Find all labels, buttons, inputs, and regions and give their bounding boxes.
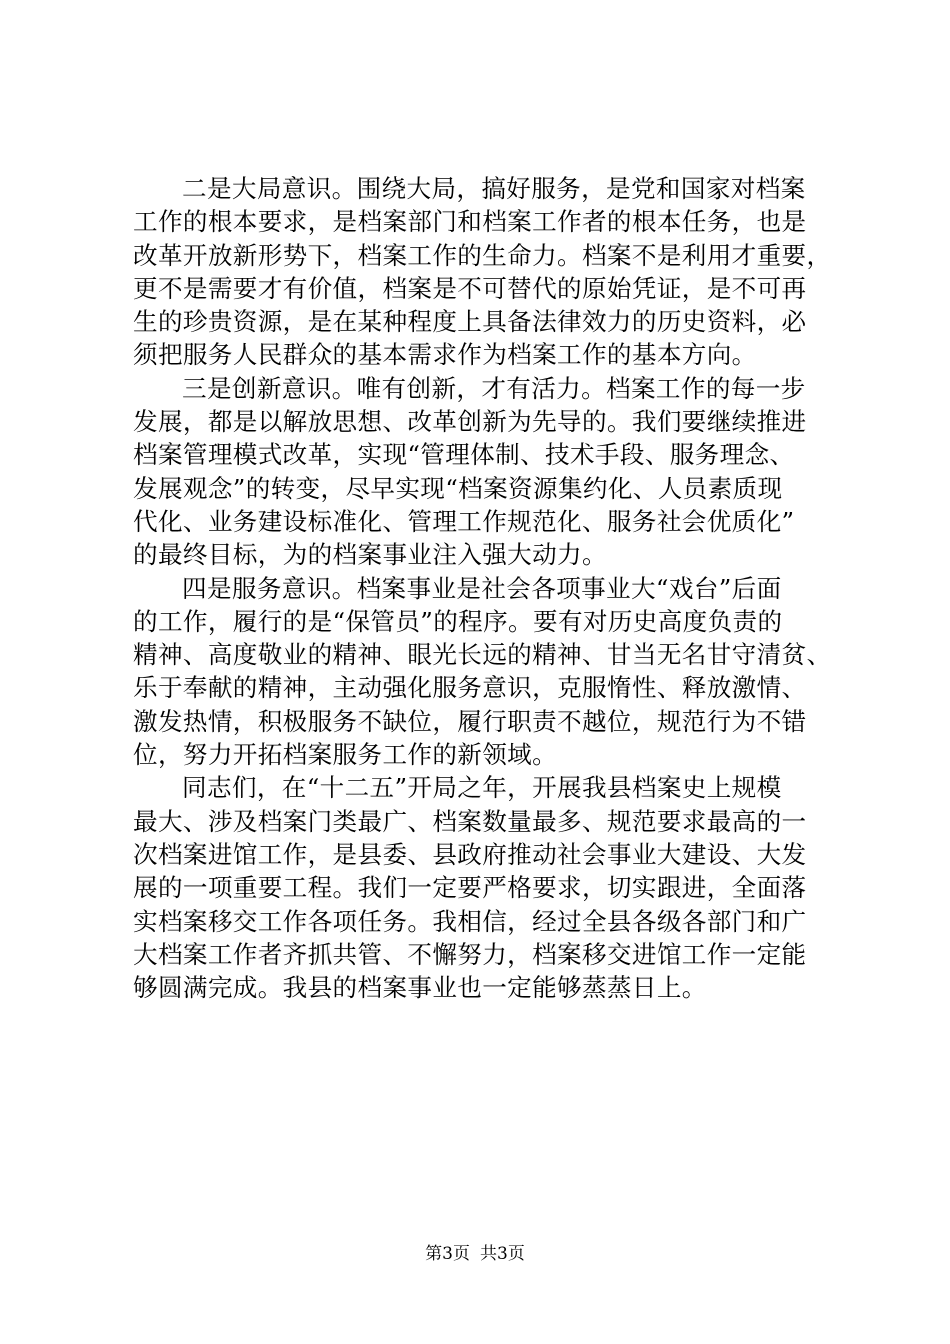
text-line: 更不是需要才有价值，档案是不可替代的原始凭证，是不可再: [133, 273, 807, 303]
text-line: 乐于奉献的精神，主动强化服务意识，克服惰性、释放激情、: [133, 673, 807, 703]
paragraph-first-line: 四是服务意识。档案事业是社会各项事业大“戏台”后面: [182, 573, 782, 603]
page-total: 共3页: [480, 1244, 525, 1264]
text-line: 激发热情，积极服务不缺位，履行职责不越位，规范行为不错: [133, 706, 807, 736]
text-line: 代化、业务建设标准化、管理工作规范化、服务社会优质化”: [133, 506, 795, 536]
text-line: 大档案工作者齐抓共管、不懈努力，档案移交进馆工作一定能: [133, 939, 807, 969]
text-line: 档案管理模式改革，实现“管理体制、技术手段、服务理念、: [133, 440, 795, 470]
text-line: 发展，都是以解放思想、改革创新为先导的。我们要继续推进: [133, 407, 807, 437]
text-line: 工作的根本要求，是档案部门和档案工作者的根本任务，也是: [133, 207, 807, 237]
text-line: 生的珍贵资源，是在某种程度上具备法律效力的历史资料，必: [133, 307, 807, 337]
text-line: 位，努力开拓档案服务工作的新领域。: [133, 740, 558, 770]
text-line: 精神、高度敬业的精神、眼光长远的精神、甘当无名甘守清贫、: [133, 640, 832, 670]
text-line: 的工作，履行的是“保管员”的程序。要有对历史高度负责的: [133, 606, 783, 636]
text-line: 的最终目标，为的档案事业注入强大动力。: [133, 540, 607, 570]
text-line: 展的一项重要工程。我们一定要严格要求，切实跟进，全面落: [133, 873, 807, 903]
page-number: 第3页: [425, 1244, 470, 1264]
text-line: 次档案进馆工作，是县委、县政府推动社会事业大建设、大发: [133, 839, 807, 869]
text-line: 最大、涉及档案门类最广、档案数量最多、规范要求最高的一: [133, 806, 807, 836]
page-footer: [0, 1243, 950, 1265]
paragraph-first-line: 同志们，在“十二五”开局之年，开展我县档案史上规模: [182, 773, 782, 803]
text-line: 够圆满完成。我县的档案事业也一定能够蒸蒸日上。: [133, 973, 707, 1003]
text-line: 须把服务人民群众的基本需求作为档案工作的基本方向。: [133, 340, 757, 370]
paragraph-first-line: 三是创新意识。唯有创新，才有活力。档案工作的每一步: [182, 373, 806, 403]
text-line: 改革开放新形势下，档案工作的生命力。档案不是利用才重要，: [133, 240, 832, 270]
document-body: [133, 172, 833, 1004]
text-line: 实档案移交工作各项任务。我相信，经过全县各级各部门和广: [133, 906, 807, 936]
paragraph-first-line: 二是大局意识。围绕大局，搞好服务，是党和国家对档案: [182, 174, 806, 203]
text-line: 发展观念”的转变，尽早实现“档案资源集约化、人员素质现: [133, 473, 783, 503]
